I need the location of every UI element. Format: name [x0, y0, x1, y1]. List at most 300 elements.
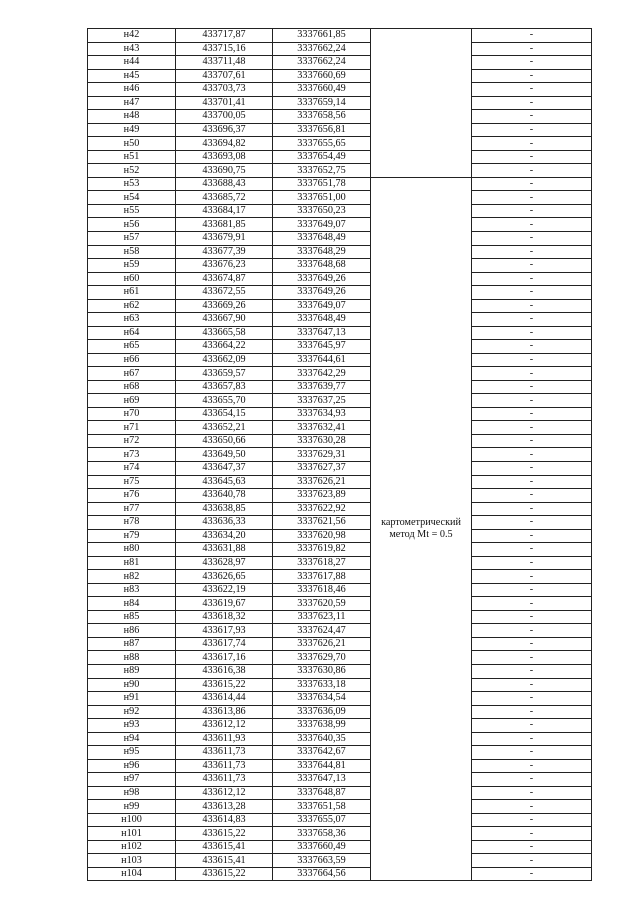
dash-cell: - — [472, 407, 592, 421]
table-row — [88, 867, 592, 881]
y-coordinate: 3337620,59 — [273, 597, 371, 611]
y-coordinate: 3337629,70 — [273, 651, 371, 665]
table-row — [88, 597, 592, 611]
table-row — [88, 299, 592, 313]
table-row — [88, 434, 592, 448]
x-coordinate: 433667,90 — [176, 313, 273, 327]
dash-cell: - — [472, 56, 592, 70]
table-row — [88, 854, 592, 868]
point-label: н88 — [88, 651, 176, 665]
table-row — [88, 556, 592, 570]
table-row — [88, 692, 592, 706]
table-row — [88, 204, 592, 218]
table-row — [88, 218, 592, 232]
x-coordinate: 433681,85 — [176, 218, 273, 232]
method-accuracy: метод Mt = 0.5 — [389, 529, 453, 541]
dash-cell: - — [472, 800, 592, 814]
y-coordinate: 3337649,07 — [273, 299, 371, 313]
y-coordinate: 3337634,54 — [273, 692, 371, 706]
x-coordinate: 433690,75 — [176, 164, 273, 178]
table-row — [88, 773, 592, 787]
y-coordinate: 3337636,09 — [273, 705, 371, 719]
table-row — [88, 502, 592, 516]
point-label: н65 — [88, 340, 176, 354]
point-label: н72 — [88, 434, 176, 448]
x-coordinate: 433679,91 — [176, 231, 273, 245]
point-label: н70 — [88, 407, 176, 421]
y-coordinate: 3337634,93 — [273, 407, 371, 421]
table-row — [88, 624, 592, 638]
x-coordinate: 433674,87 — [176, 272, 273, 286]
dash-cell: - — [472, 96, 592, 110]
y-coordinate: 3337649,26 — [273, 272, 371, 286]
y-coordinate: 3337656,81 — [273, 123, 371, 137]
table-row — [88, 489, 592, 503]
dash-cell: - — [472, 204, 592, 218]
table-row — [88, 800, 592, 814]
table-row — [88, 96, 592, 110]
x-coordinate: 433659,57 — [176, 367, 273, 381]
dash-cell: - — [472, 543, 592, 557]
y-coordinate: 3337664,56 — [273, 867, 371, 881]
x-coordinate: 433622,19 — [176, 583, 273, 597]
point-label: н55 — [88, 204, 176, 218]
x-coordinate: 433677,39 — [176, 245, 273, 259]
point-label: н61 — [88, 286, 176, 300]
x-coordinate: 433626,65 — [176, 570, 273, 584]
y-coordinate: 3337626,21 — [273, 475, 371, 489]
x-coordinate: 433618,32 — [176, 610, 273, 624]
dash-cell: - — [472, 624, 592, 638]
dash-cell: - — [472, 177, 592, 191]
dash-cell: - — [472, 773, 592, 787]
table-row — [88, 286, 592, 300]
table-row — [88, 83, 592, 97]
point-label: н54 — [88, 191, 176, 205]
y-coordinate: 3337660,49 — [273, 840, 371, 854]
table-row — [88, 353, 592, 367]
dash-cell: - — [472, 597, 592, 611]
point-label: н46 — [88, 83, 176, 97]
point-label: н52 — [88, 164, 176, 178]
y-coordinate: 3337626,21 — [273, 637, 371, 651]
point-label: н74 — [88, 462, 176, 476]
dash-cell: - — [472, 854, 592, 868]
y-coordinate: 3337662,24 — [273, 56, 371, 70]
y-coordinate: 3337660,49 — [273, 83, 371, 97]
dash-cell: - — [472, 245, 592, 259]
x-coordinate: 433611,73 — [176, 759, 273, 773]
y-coordinate: 3337648,49 — [273, 313, 371, 327]
y-coordinate: 3337648,49 — [273, 231, 371, 245]
table-row — [88, 137, 592, 151]
x-coordinate: 433611,73 — [176, 746, 273, 760]
y-coordinate: 3337652,75 — [273, 164, 371, 178]
y-coordinate: 3337660,69 — [273, 69, 371, 83]
dash-cell: - — [472, 259, 592, 273]
point-label: н62 — [88, 299, 176, 313]
point-label: н98 — [88, 786, 176, 800]
y-coordinate: 3337617,88 — [273, 570, 371, 584]
y-coordinate: 3337630,28 — [273, 434, 371, 448]
y-coordinate: 3337629,31 — [273, 448, 371, 462]
point-label: н103 — [88, 854, 176, 868]
x-coordinate: 433693,08 — [176, 150, 273, 164]
dash-cell: - — [472, 489, 592, 503]
x-coordinate: 433628,97 — [176, 556, 273, 570]
point-label: н58 — [88, 245, 176, 259]
table-row — [88, 786, 592, 800]
point-label: н49 — [88, 123, 176, 137]
dash-cell: - — [472, 164, 592, 178]
table-row — [88, 462, 592, 476]
table-row — [88, 123, 592, 137]
x-coordinate: 433717,87 — [176, 29, 273, 43]
x-coordinate: 433696,37 — [176, 123, 273, 137]
point-label: н96 — [88, 759, 176, 773]
method-cell-empty — [371, 29, 472, 178]
table-row — [88, 326, 592, 340]
point-label: н51 — [88, 150, 176, 164]
dash-cell: - — [472, 137, 592, 151]
dash-cell: - — [472, 475, 592, 489]
dash-cell: - — [472, 272, 592, 286]
point-label: н59 — [88, 259, 176, 273]
y-coordinate: 3337638,99 — [273, 719, 371, 733]
dash-cell: - — [472, 516, 592, 530]
x-coordinate: 433711,48 — [176, 56, 273, 70]
table-row — [88, 29, 592, 43]
coordinates-table-body — [88, 29, 592, 881]
y-coordinate: 3337654,49 — [273, 150, 371, 164]
x-coordinate: 433611,93 — [176, 732, 273, 746]
dash-cell: - — [472, 313, 592, 327]
y-coordinate: 3337623,89 — [273, 489, 371, 503]
y-coordinate: 3337662,24 — [273, 42, 371, 56]
dash-cell: - — [472, 556, 592, 570]
point-label: н68 — [88, 380, 176, 394]
point-label: н89 — [88, 664, 176, 678]
point-label: н84 — [88, 597, 176, 611]
point-label: н102 — [88, 840, 176, 854]
x-coordinate: 433615,41 — [176, 854, 273, 868]
dash-cell: - — [472, 421, 592, 435]
x-coordinate: 433613,86 — [176, 705, 273, 719]
x-coordinate: 433617,93 — [176, 624, 273, 638]
point-label: н71 — [88, 421, 176, 435]
y-coordinate: 3337650,23 — [273, 204, 371, 218]
table-row — [88, 610, 592, 624]
point-label: н100 — [88, 813, 176, 827]
dash-cell: - — [472, 705, 592, 719]
point-label: н53 — [88, 177, 176, 191]
point-label: н81 — [88, 556, 176, 570]
x-coordinate: 433613,28 — [176, 800, 273, 814]
y-coordinate: 3337627,37 — [273, 462, 371, 476]
dash-cell: - — [472, 529, 592, 543]
point-label: н86 — [88, 624, 176, 638]
point-label: н73 — [88, 448, 176, 462]
dash-cell: - — [472, 326, 592, 340]
y-coordinate: 3337647,13 — [273, 773, 371, 787]
point-label: н77 — [88, 502, 176, 516]
y-coordinate: 3337633,18 — [273, 678, 371, 692]
dash-cell: - — [472, 746, 592, 760]
table-row — [88, 543, 592, 557]
dash-cell: - — [472, 110, 592, 124]
table-row — [88, 827, 592, 841]
dash-cell: - — [472, 340, 592, 354]
table-row — [88, 313, 592, 327]
point-label: н67 — [88, 367, 176, 381]
dash-cell: - — [472, 231, 592, 245]
y-coordinate: 3337639,77 — [273, 380, 371, 394]
y-coordinate: 3337624,47 — [273, 624, 371, 638]
point-label: н93 — [88, 719, 176, 733]
point-label: н69 — [88, 394, 176, 408]
x-coordinate: 433647,37 — [176, 462, 273, 476]
dash-cell: - — [472, 759, 592, 773]
x-coordinate: 433612,12 — [176, 786, 273, 800]
y-coordinate: 3337642,67 — [273, 746, 371, 760]
y-coordinate: 3337642,29 — [273, 367, 371, 381]
x-coordinate: 433662,09 — [176, 353, 273, 367]
method-name: картометрический — [381, 517, 461, 529]
table-row — [88, 719, 592, 733]
point-label: н99 — [88, 800, 176, 814]
table-row — [88, 394, 592, 408]
dash-cell: - — [472, 637, 592, 651]
x-coordinate: 433634,20 — [176, 529, 273, 543]
point-label: н78 — [88, 516, 176, 530]
dash-cell: - — [472, 353, 592, 367]
point-label: н97 — [88, 773, 176, 787]
point-label: н63 — [88, 313, 176, 327]
x-coordinate: 433614,83 — [176, 813, 273, 827]
y-coordinate: 3337658,36 — [273, 827, 371, 841]
table-row — [88, 380, 592, 394]
table-row — [88, 529, 592, 543]
dash-cell: - — [472, 651, 592, 665]
table-row — [88, 407, 592, 421]
x-coordinate: 433672,55 — [176, 286, 273, 300]
table-row — [88, 651, 592, 665]
point-label: н83 — [88, 583, 176, 597]
x-coordinate: 433703,73 — [176, 83, 273, 97]
dash-cell: - — [472, 69, 592, 83]
point-label: н48 — [88, 110, 176, 124]
point-label: н95 — [88, 746, 176, 760]
table-row — [88, 746, 592, 760]
point-label: н80 — [88, 543, 176, 557]
x-coordinate: 433654,15 — [176, 407, 273, 421]
table-row — [88, 421, 592, 435]
y-coordinate: 3337620,98 — [273, 529, 371, 543]
x-coordinate: 433619,67 — [176, 597, 273, 611]
dash-cell: - — [472, 29, 592, 43]
table-row — [88, 231, 592, 245]
x-coordinate: 433614,44 — [176, 692, 273, 706]
method-cell — [371, 177, 472, 881]
table-row — [88, 259, 592, 273]
point-label: н92 — [88, 705, 176, 719]
y-coordinate: 3337659,14 — [273, 96, 371, 110]
x-coordinate: 433665,58 — [176, 326, 273, 340]
x-coordinate: 433676,23 — [176, 259, 273, 273]
table-row — [88, 516, 592, 530]
table-row — [88, 732, 592, 746]
y-coordinate: 3337632,41 — [273, 421, 371, 435]
dash-cell: - — [472, 191, 592, 205]
dash-cell: - — [472, 692, 592, 706]
x-coordinate: 433631,88 — [176, 543, 273, 557]
x-coordinate: 433615,22 — [176, 867, 273, 881]
x-coordinate: 433652,21 — [176, 421, 273, 435]
x-coordinate: 433715,16 — [176, 42, 273, 56]
table-row — [88, 245, 592, 259]
point-label: н60 — [88, 272, 176, 286]
x-coordinate: 433617,74 — [176, 637, 273, 651]
point-label: н87 — [88, 637, 176, 651]
table-row — [88, 164, 592, 178]
y-coordinate: 3337618,46 — [273, 583, 371, 597]
table-row — [88, 69, 592, 83]
dash-cell: - — [472, 367, 592, 381]
dash-cell: - — [472, 840, 592, 854]
x-coordinate: 433688,43 — [176, 177, 273, 191]
dash-cell: - — [472, 462, 592, 476]
table-row — [88, 705, 592, 719]
table-row — [88, 340, 592, 354]
x-coordinate: 433664,22 — [176, 340, 273, 354]
point-label: н64 — [88, 326, 176, 340]
point-label: н90 — [88, 678, 176, 692]
x-coordinate: 433701,41 — [176, 96, 273, 110]
table-row — [88, 367, 592, 381]
table-row — [88, 664, 592, 678]
point-label: н45 — [88, 69, 176, 83]
y-coordinate: 3337649,07 — [273, 218, 371, 232]
dash-cell: - — [472, 434, 592, 448]
x-coordinate: 433649,50 — [176, 448, 273, 462]
dash-cell: - — [472, 827, 592, 841]
point-label: н47 — [88, 96, 176, 110]
dash-cell: - — [472, 732, 592, 746]
y-coordinate: 3337630,86 — [273, 664, 371, 678]
table-row — [88, 637, 592, 651]
point-label: н79 — [88, 529, 176, 543]
table-row — [88, 150, 592, 164]
y-coordinate: 3337640,35 — [273, 732, 371, 746]
point-label: н76 — [88, 489, 176, 503]
point-label: н57 — [88, 231, 176, 245]
table-row — [88, 813, 592, 827]
point-label: н82 — [88, 570, 176, 584]
x-coordinate: 433694,82 — [176, 137, 273, 151]
y-coordinate: 3337644,81 — [273, 759, 371, 773]
x-coordinate: 433645,63 — [176, 475, 273, 489]
x-coordinate: 433707,61 — [176, 69, 273, 83]
table-row — [88, 110, 592, 124]
y-coordinate: 3337663,59 — [273, 854, 371, 868]
dash-cell: - — [472, 502, 592, 516]
table-row — [88, 191, 592, 205]
table-row — [88, 840, 592, 854]
y-coordinate: 3337648,29 — [273, 245, 371, 259]
x-coordinate: 433615,41 — [176, 840, 273, 854]
dash-cell: - — [472, 448, 592, 462]
dash-cell: - — [472, 813, 592, 827]
x-coordinate: 433700,05 — [176, 110, 273, 124]
x-coordinate: 433612,12 — [176, 719, 273, 733]
point-label: н101 — [88, 827, 176, 841]
table-row — [88, 583, 592, 597]
x-coordinate: 433616,38 — [176, 664, 273, 678]
y-coordinate: 3337651,58 — [273, 800, 371, 814]
y-coordinate: 3337661,85 — [273, 29, 371, 43]
dash-cell: - — [472, 83, 592, 97]
coordinates-table — [87, 28, 592, 881]
point-label: н104 — [88, 867, 176, 881]
y-coordinate: 3337651,00 — [273, 191, 371, 205]
dash-cell: - — [472, 42, 592, 56]
y-coordinate: 3337623,11 — [273, 610, 371, 624]
dash-cell: - — [472, 570, 592, 584]
table-row — [88, 448, 592, 462]
y-coordinate: 3337649,26 — [273, 286, 371, 300]
x-coordinate: 433636,33 — [176, 516, 273, 530]
x-coordinate: 433655,70 — [176, 394, 273, 408]
table-row — [88, 475, 592, 489]
x-coordinate: 433650,66 — [176, 434, 273, 448]
y-coordinate: 3337644,61 — [273, 353, 371, 367]
x-coordinate: 433611,73 — [176, 773, 273, 787]
y-coordinate: 3337645,97 — [273, 340, 371, 354]
table-row — [88, 678, 592, 692]
y-coordinate: 3337637,25 — [273, 394, 371, 408]
point-label: н66 — [88, 353, 176, 367]
point-label: н56 — [88, 218, 176, 232]
x-coordinate: 433615,22 — [176, 678, 273, 692]
y-coordinate: 3337622,92 — [273, 502, 371, 516]
dash-cell: - — [472, 299, 592, 313]
y-coordinate: 3337655,65 — [273, 137, 371, 151]
y-coordinate: 3337618,27 — [273, 556, 371, 570]
y-coordinate: 3337621,56 — [273, 516, 371, 530]
dash-cell: - — [472, 583, 592, 597]
x-coordinate: 433685,72 — [176, 191, 273, 205]
point-label: н43 — [88, 42, 176, 56]
table-row — [88, 56, 592, 70]
point-label: н50 — [88, 137, 176, 151]
dash-cell: - — [472, 218, 592, 232]
x-coordinate: 433684,17 — [176, 204, 273, 218]
table-row — [88, 42, 592, 56]
point-label: н42 — [88, 29, 176, 43]
dash-cell: - — [472, 678, 592, 692]
x-coordinate: 433615,22 — [176, 827, 273, 841]
point-label: н91 — [88, 692, 176, 706]
x-coordinate: 433669,26 — [176, 299, 273, 313]
x-coordinate: 433657,83 — [176, 380, 273, 394]
y-coordinate: 3337655,07 — [273, 813, 371, 827]
y-coordinate: 3337651,78 — [273, 177, 371, 191]
point-label: н75 — [88, 475, 176, 489]
y-coordinate: 3337647,13 — [273, 326, 371, 340]
dash-cell: - — [472, 719, 592, 733]
dash-cell: - — [472, 786, 592, 800]
dash-cell: - — [472, 380, 592, 394]
